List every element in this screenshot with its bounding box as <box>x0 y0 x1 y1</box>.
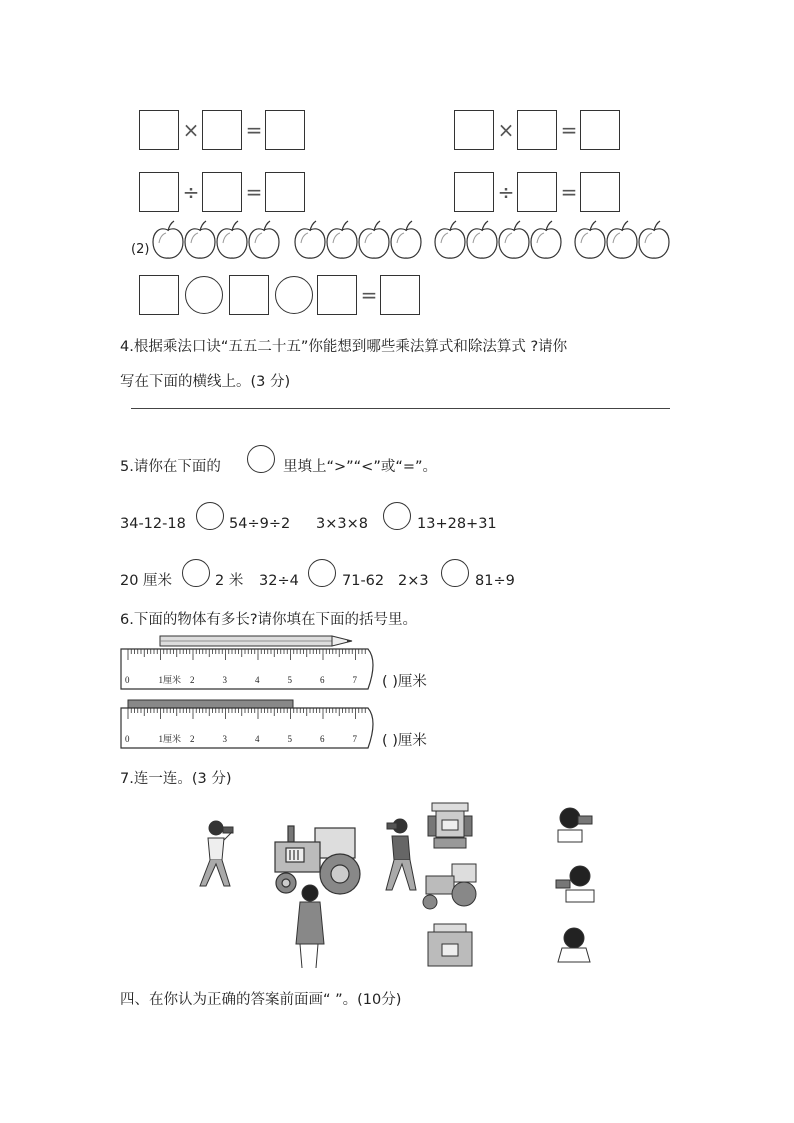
answer-box[interactable] <box>454 172 494 212</box>
divide-sign: ÷ <box>182 180 200 204</box>
answer-box[interactable] <box>139 172 179 212</box>
ruler-label: 0 <box>125 734 130 744</box>
compare-right: 13+28+31 <box>417 516 497 532</box>
equals-sign: = <box>560 118 578 142</box>
compare-left: 2×3 <box>398 573 429 589</box>
ruler-label: 1厘米 <box>158 675 182 685</box>
ruler-label: 3 <box>222 675 227 685</box>
equals-sign: = <box>245 180 263 204</box>
equals-sign: = <box>560 180 578 204</box>
apple-icon <box>531 221 561 258</box>
ruler-label: 0 <box>125 675 130 685</box>
apple-icon <box>185 221 215 258</box>
multiply-sign: × <box>182 118 200 142</box>
compare-circle[interactable] <box>383 502 411 530</box>
apple-icon <box>327 221 357 258</box>
question-6-prompt: 6.下面的物体有多长?请你填在下面的括号里。 <box>120 612 418 628</box>
apple-icon <box>639 221 669 258</box>
tractor-side-view-icon <box>423 864 476 909</box>
answer-blank[interactable]: ( )厘米 <box>382 674 427 690</box>
operator-circle[interactable] <box>275 276 313 314</box>
apple-icon <box>359 221 389 258</box>
answer-box[interactable] <box>265 172 305 212</box>
photographer-icon <box>200 821 233 886</box>
answer-box[interactable] <box>202 110 242 150</box>
multiply-sign: × <box>497 118 515 142</box>
tractor-back-view-icon <box>428 924 472 966</box>
compare-right: 2 米 <box>215 573 244 589</box>
compare-left: 3×3×8 <box>316 516 368 532</box>
divide-sign: ÷ <box>497 180 515 204</box>
ruler-label: 7 <box>352 675 357 685</box>
answer-box[interactable] <box>517 172 557 212</box>
tractor-icon <box>275 826 360 894</box>
apple-icon <box>467 221 497 258</box>
ruler-label: 7 <box>352 734 357 744</box>
ruler-label: 6 <box>320 675 325 685</box>
pencil-icon <box>160 636 352 646</box>
answer-box[interactable] <box>380 275 420 315</box>
answer-box[interactable] <box>139 110 179 150</box>
operator-circle[interactable] <box>185 276 223 314</box>
ruler-label: 4 <box>255 734 260 744</box>
compare-left: 34-12-18 <box>120 516 186 532</box>
apple-icon <box>499 221 529 258</box>
answer-line[interactable] <box>131 408 670 409</box>
apple-icon <box>217 221 247 258</box>
equals-sign: = <box>245 118 263 142</box>
ruler-label: 5 <box>287 734 292 744</box>
child-with-camera-icon <box>556 866 594 902</box>
girl-icon <box>296 885 324 968</box>
compare-right: 71-62 <box>342 573 385 589</box>
answer-blank[interactable]: ( )厘米 <box>382 733 427 749</box>
section-4-heading: 四、在你认为正确的答案前面画“ ”。(10分) <box>120 992 402 1008</box>
answer-box[interactable] <box>229 275 269 315</box>
apple-icon <box>575 221 605 258</box>
ruler-label: 1厘米 <box>158 734 182 744</box>
apples-illustration <box>150 218 675 260</box>
question-5-prompt-start: 5.请你在下面的 <box>120 459 221 475</box>
observation-scene <box>190 798 610 972</box>
tractor-top-view-icon <box>428 803 472 848</box>
ruler-label: 3 <box>222 734 227 744</box>
answer-box[interactable] <box>317 275 357 315</box>
girl-back-icon <box>558 928 590 962</box>
circle-symbol-icon <box>247 445 275 473</box>
ruler-with-pencil <box>120 633 382 691</box>
answer-box[interactable] <box>517 110 557 150</box>
compare-circle[interactable] <box>196 502 224 530</box>
equals-sign: = <box>360 283 378 307</box>
strip-object <box>128 700 293 708</box>
answer-box[interactable] <box>265 110 305 150</box>
compare-right: 81÷9 <box>475 573 515 589</box>
compare-circle[interactable] <box>308 559 336 587</box>
ruler-label: 4 <box>255 675 260 685</box>
apple-icon <box>249 221 279 258</box>
compare-circle[interactable] <box>182 559 210 587</box>
question-5-prompt-end: 里填上“>”“<”或“=”。 <box>283 459 438 475</box>
part-2-label: (2) <box>131 242 150 257</box>
apple-icon <box>607 221 637 258</box>
apple-icon <box>391 221 421 258</box>
compare-left: 20 厘米 <box>120 573 173 589</box>
answer-box[interactable] <box>580 172 620 212</box>
answer-box[interactable] <box>139 275 179 315</box>
answer-box[interactable] <box>580 110 620 150</box>
child-with-binoculars-icon <box>558 808 592 842</box>
apple-icon <box>435 221 465 258</box>
apple-icon <box>153 221 183 258</box>
question-4-line-1: 4.根据乘法口诀“五五二十五”你能想到哪些乘法算式和除法算式 ?请你 <box>120 339 568 355</box>
photographer-icon <box>386 819 416 890</box>
compare-right: 54÷9÷2 <box>229 516 291 532</box>
question-4-line-2: 写在下面的横线上。(3 分) <box>120 374 291 390</box>
ruler-label: 2 <box>190 675 195 685</box>
compare-circle[interactable] <box>441 559 469 587</box>
answer-box[interactable] <box>454 110 494 150</box>
question-7-prompt: 7.连一连。(3 分) <box>120 771 232 787</box>
answer-box[interactable] <box>202 172 242 212</box>
compare-left: 32÷4 <box>259 573 299 589</box>
ruler-label: 2 <box>190 734 195 744</box>
ruler-with-strip <box>120 698 382 750</box>
ruler-label: 5 <box>287 675 292 685</box>
ruler-label: 6 <box>320 734 325 744</box>
apple-icon <box>295 221 325 258</box>
